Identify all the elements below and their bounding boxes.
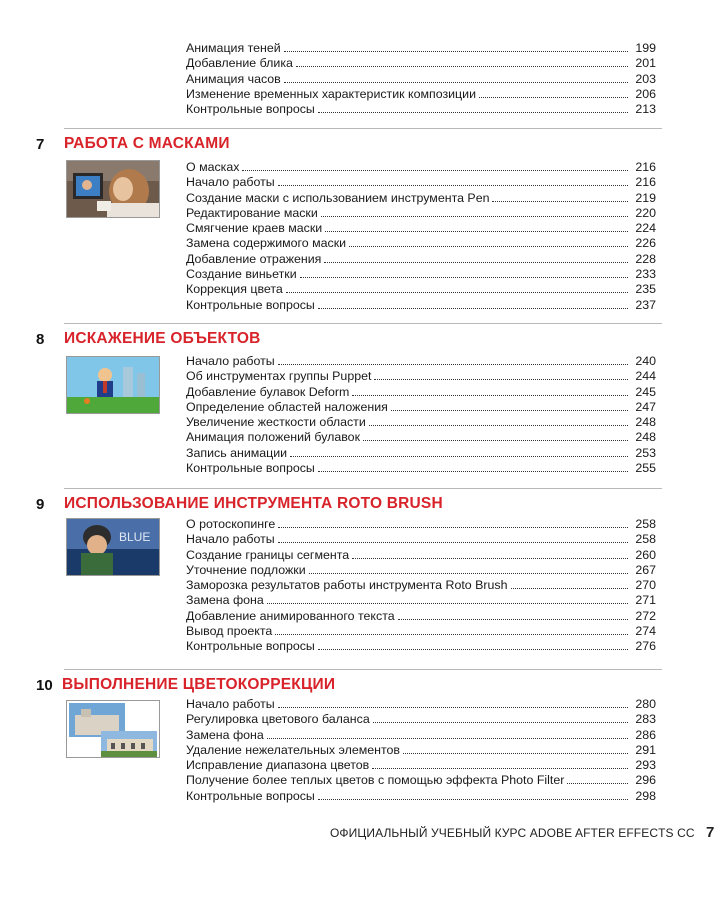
entry-page: 248 (635, 415, 656, 430)
toc-entry (186, 773, 656, 788)
dot-leader (286, 292, 628, 293)
entry-page: 271 (635, 593, 656, 608)
entry-title: Начало работы (186, 532, 275, 547)
dot-leader (398, 619, 628, 620)
chapter-10-heading (36, 675, 335, 695)
entry-page: 245 (635, 384, 656, 399)
dot-leader (363, 440, 628, 441)
entry-title: Удаление нежелательных элементов (186, 742, 400, 757)
chapter-title: РАБОТА С МАСКАМИ (64, 135, 230, 152)
woman-at-screen-image (67, 161, 159, 217)
chapter-divider (64, 669, 662, 670)
chapter-7-entry-list (186, 160, 656, 313)
entry-title: Уточнение подложки (186, 562, 306, 577)
dot-leader (278, 542, 628, 543)
dot-leader (300, 277, 628, 278)
toc-entry (186, 624, 656, 639)
dot-leader (321, 216, 628, 217)
toc-entry (186, 563, 656, 578)
dot-leader (403, 753, 628, 754)
dot-leader (318, 471, 628, 472)
toc-entry (186, 221, 656, 236)
dot-leader (479, 97, 628, 98)
entry-title: Добавление блика (186, 56, 293, 71)
entry-page: 253 (635, 445, 656, 460)
toc-entry (186, 639, 656, 654)
chapter-9-thumbnail (66, 518, 160, 576)
dot-leader (284, 82, 628, 83)
entry-page: 213 (635, 102, 656, 117)
entry-title: Регулировка цветового баланса (186, 712, 370, 727)
chapter-8-entry-list (186, 354, 656, 476)
dot-leader (352, 558, 628, 559)
entry-page: 270 (635, 578, 656, 593)
toc-entry (186, 206, 656, 221)
entry-page: 237 (635, 297, 656, 312)
toc-entry (186, 354, 656, 369)
cartoon-character-image (67, 357, 159, 413)
entry-page: 226 (635, 236, 656, 251)
toc-entry (186, 282, 656, 297)
entry-title: Определение областей наложения (186, 399, 388, 414)
chapter-divider (64, 488, 662, 489)
entry-page: 293 (635, 758, 656, 773)
entry-title: Контрольные вопросы (186, 102, 315, 117)
entry-title: Исправление диапазона цветов (186, 758, 370, 773)
entry-page: 260 (635, 547, 656, 562)
entry-title: Добавление отражения (186, 251, 322, 266)
chapter-8-heading (36, 329, 261, 349)
toc-entry (186, 728, 656, 743)
toc-entry (186, 532, 656, 547)
entry-page: 199 (635, 41, 656, 55)
toc-entry (186, 56, 656, 71)
child-in-hat-image (67, 519, 159, 575)
entry-title: Контрольные вопросы (186, 788, 315, 803)
toc-entry (186, 102, 656, 117)
entry-page: 267 (635, 562, 656, 577)
entry-title: Создание виньетки (186, 267, 297, 282)
entry-page: 248 (635, 430, 656, 445)
chapter-divider (64, 128, 662, 129)
chapter-divider (64, 323, 662, 324)
entry-page: 201 (635, 56, 656, 71)
toc-entry (186, 789, 656, 804)
entry-page: 220 (635, 205, 656, 220)
chapter-number: 10 (36, 676, 53, 694)
entry-page: 276 (635, 639, 656, 654)
dot-leader (309, 573, 628, 574)
dot-leader (267, 738, 628, 739)
toc-entry (186, 712, 656, 727)
entry-page: 274 (635, 624, 656, 639)
entry-title: Начало работы (186, 697, 275, 711)
dot-leader (318, 649, 628, 650)
toc-entry (186, 446, 656, 461)
entry-title: О ротоскопинге (186, 517, 276, 531)
toc-entry (186, 415, 656, 430)
dot-leader (372, 768, 628, 769)
dot-leader (511, 588, 628, 589)
toc-entry (186, 385, 656, 400)
toc-entry (186, 267, 656, 282)
entry-page: 206 (635, 86, 656, 101)
dot-leader (324, 262, 628, 263)
entry-title: Увеличение жесткости области (186, 415, 366, 430)
book-title: ОФИЦИАЛЬНЫЙ УЧЕБНЫЙ КУРС ADOBE AFTER EFFECTS CC (330, 826, 695, 840)
chapter-9-heading (36, 494, 443, 514)
entry-page: 296 (635, 773, 656, 788)
toc-entry (186, 697, 656, 712)
entry-page: 258 (635, 532, 656, 547)
entry-page: 228 (635, 251, 656, 266)
toc-entry (186, 578, 656, 593)
entry-page: 233 (635, 267, 656, 282)
dot-leader (284, 51, 628, 52)
entry-page: 298 (635, 788, 656, 803)
dot-leader (267, 603, 628, 604)
toc-entry (186, 593, 656, 608)
entry-title: О масках (186, 160, 240, 174)
entry-title: Начало работы (186, 175, 275, 190)
top-entry-list (186, 41, 656, 117)
dot-leader (318, 308, 628, 309)
dot-leader (278, 364, 628, 365)
entry-title: Вывод проекта (186, 624, 273, 639)
toc-entry (186, 191, 656, 206)
entry-page: 258 (635, 517, 656, 531)
entry-title: Создание границы сегмента (186, 547, 350, 562)
thumbnail-text: BLUE (119, 530, 151, 544)
chapter-9-entry-list (186, 517, 656, 655)
dot-leader (290, 456, 628, 457)
dot-leader (567, 783, 628, 784)
entry-title: Заморозка результатов работы инструмента Roto Brush (186, 578, 508, 593)
toc-entry (186, 298, 656, 313)
toc-entry (186, 41, 656, 56)
entry-page: 240 (635, 354, 656, 368)
toc-entry (186, 72, 656, 87)
entry-title: Начало работы (186, 354, 275, 368)
entry-page: 255 (635, 461, 656, 476)
entry-page: 247 (635, 399, 656, 414)
chapter-number: 9 (36, 495, 45, 513)
entry-page: 224 (635, 221, 656, 236)
entry-title: Анимация часов (186, 71, 281, 86)
chapter-10-entry-list (186, 697, 656, 804)
chapter-7-thumbnail (66, 160, 160, 218)
entry-title: Изменение временных характеристик композиции (186, 86, 476, 101)
dot-leader (325, 231, 628, 232)
entry-page: 216 (635, 160, 656, 174)
toc-entry (186, 252, 656, 267)
entry-page: 286 (635, 727, 656, 742)
toc-entry (186, 369, 656, 384)
entry-page: 235 (635, 282, 656, 297)
entry-title: Контрольные вопросы (186, 461, 315, 476)
entry-title: Об инструментах группы Puppet (186, 369, 372, 384)
entry-page: 216 (635, 175, 656, 190)
entry-page: 283 (635, 712, 656, 727)
entry-page: 219 (635, 190, 656, 205)
entry-title: Замена фона (186, 593, 264, 608)
entry-title: Добавление анимированного текста (186, 608, 395, 623)
toc-entry (186, 175, 656, 190)
dot-leader (318, 112, 628, 113)
dot-leader (296, 66, 628, 67)
entry-title: Коррекция цвета (186, 282, 283, 297)
entry-page: 280 (635, 697, 656, 711)
entry-title: Анимация положений булавок (186, 430, 360, 445)
chapter-number: 7 (36, 135, 45, 153)
entry-title: Анимация теней (186, 41, 281, 55)
toc-entry (186, 743, 656, 758)
toc-entry (186, 430, 656, 445)
entry-title: Запись анимации (186, 445, 288, 460)
dot-leader (352, 395, 628, 396)
dot-leader (318, 799, 628, 800)
entry-title: Контрольные вопросы (186, 297, 315, 312)
toc-entry (186, 160, 656, 175)
dot-leader (242, 170, 628, 171)
dot-leader (369, 425, 628, 426)
chapter-title: ИСКАЖЕНИЕ ОБЪЕКТОВ (64, 330, 261, 347)
toc-entry (186, 236, 656, 251)
toc-entry (186, 400, 656, 415)
toc-entry (186, 87, 656, 102)
entry-page: 203 (635, 71, 656, 86)
dot-leader (492, 201, 628, 202)
dot-leader (349, 246, 628, 247)
entry-title: Создание маски с использованием инструмента Pen (186, 190, 490, 205)
toc-entry (186, 758, 656, 773)
entry-title: Смягчение краев маски (186, 221, 323, 236)
entry-page: 272 (635, 608, 656, 623)
chapter-7-heading (36, 134, 230, 154)
dot-leader (278, 527, 628, 528)
entry-title: Контрольные вопросы (186, 639, 315, 654)
dot-leader (391, 410, 628, 411)
entry-title: Замена содержимого маски (186, 236, 347, 251)
dot-leader (278, 185, 628, 186)
chapter-title: ВЫПОЛНЕНИЕ ЦВЕТОКОРРЕКЦИИ (62, 676, 336, 693)
chapter-title: ИСПОЛЬЗОВАНИЕ ИНСТРУМЕНТА ROTO BRUSH (64, 495, 443, 512)
buildings-image (67, 701, 159, 757)
chapter-number: 8 (36, 330, 45, 348)
page-footer (330, 824, 715, 841)
dot-leader (373, 722, 628, 723)
dot-leader (278, 707, 628, 708)
entry-title: Получение более теплых цветов с помощью эффекта Photo Filter (186, 773, 565, 788)
entry-page: 244 (635, 369, 656, 384)
entry-page: 291 (635, 742, 656, 757)
toc-entry (186, 461, 656, 476)
chapter-8-thumbnail (66, 356, 160, 414)
entry-title: Добавление булавок Deform (186, 384, 350, 399)
dot-leader (275, 634, 628, 635)
toc-entry (186, 548, 656, 563)
toc-entry (186, 609, 656, 624)
entry-title: Замена фона (186, 727, 264, 742)
entry-title: Редактирование маски (186, 205, 318, 220)
page-number: 7 (706, 824, 715, 841)
dot-leader (374, 379, 628, 380)
toc-entry (186, 517, 656, 532)
chapter-10-thumbnail (66, 700, 160, 758)
